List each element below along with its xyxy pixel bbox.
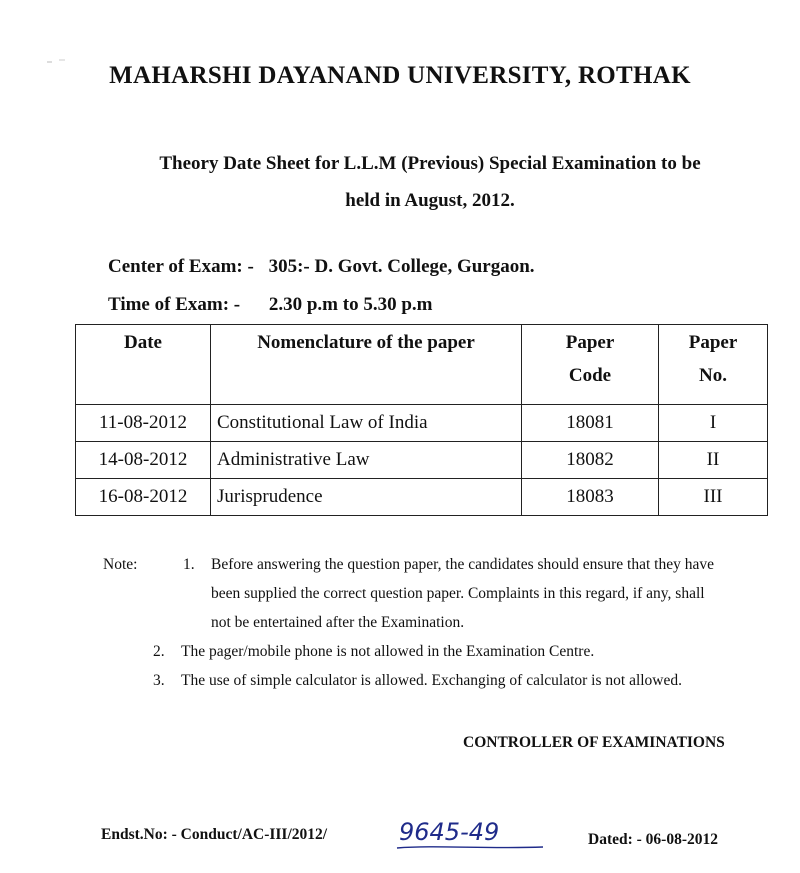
row-date: 11-08-2012 xyxy=(76,405,211,442)
note-item xyxy=(103,550,763,637)
endorsement-number: Endst.No: - Conduct/AC-III/2012/ xyxy=(101,826,328,843)
row-date: 16-08-2012 xyxy=(76,479,211,516)
row-paper-name: Jurisprudence xyxy=(211,479,522,516)
exam-center-value: 305:- D. Govt. College, Gurgaon. xyxy=(268,256,535,277)
note-text xyxy=(211,550,763,637)
row-paper-name: Constitutional Law of India xyxy=(211,405,522,442)
row-paper-code: 18083 xyxy=(522,479,659,516)
exam-center xyxy=(108,256,535,278)
university-title: MAHARSHI DAYANAND UNIVERSITY, ROTHAK xyxy=(109,62,691,89)
date-sheet-subtitle xyxy=(110,145,750,219)
exam-time-label: Time of Exam: - xyxy=(108,294,241,315)
row-paper-no: III xyxy=(659,479,768,516)
note-text: The pager/mobile phone is not allowed in the Examination Centre. xyxy=(181,643,595,660)
table-row xyxy=(76,479,768,516)
header-nomenclature: Nomenclature of the paper xyxy=(211,325,522,405)
handwritten-number-signature xyxy=(395,814,547,854)
table-header-row xyxy=(76,325,768,405)
note-text: The use of simple calculator is allowed. Exchanging of calculator is not allowed. xyxy=(181,672,683,689)
header-code-line-2: Code xyxy=(568,365,612,386)
header-paper-no xyxy=(659,325,768,405)
row-date: 14-08-2012 xyxy=(76,442,211,479)
header-no-line-2: No. xyxy=(699,365,727,386)
row-paper-no: II xyxy=(659,442,768,479)
handwritten-number-text: 9645-49 xyxy=(399,818,500,846)
row-paper-no: I xyxy=(659,405,768,442)
notes-section xyxy=(103,550,763,695)
header-no-line-1: Paper xyxy=(688,332,738,353)
note-item xyxy=(103,666,763,695)
date-sheet-table xyxy=(75,324,768,516)
note-line: Before answering the question paper, the candidates should ensure that they have xyxy=(211,556,714,573)
exam-time-value: 2.30 p.m to 5.30 p.m xyxy=(268,294,433,315)
subtitle-line-1: Theory Date Sheet for L.L.M (Previous) Special Examination to be xyxy=(159,153,701,174)
table-row xyxy=(76,405,768,442)
subtitle-line-2: held in August, 2012. xyxy=(345,190,515,211)
header-code-line-1: Paper xyxy=(565,332,615,353)
note-line: not be entertained after the Examination. xyxy=(211,614,465,631)
note-item xyxy=(103,637,763,666)
exam-time xyxy=(108,294,432,316)
note-label: Note: xyxy=(103,556,138,573)
note-number: 2. xyxy=(153,643,165,660)
header-paper-code xyxy=(522,325,659,405)
note-number: 1. xyxy=(183,556,195,573)
table-row xyxy=(76,442,768,479)
row-paper-name: Administrative Law xyxy=(211,442,522,479)
header-date: Date xyxy=(76,325,211,405)
note-number: 3. xyxy=(153,672,165,689)
dispatch-date: Dated: - 06-08-2012 xyxy=(588,831,719,848)
note-line: been supplied the correct question paper. Complaints in this regard, if any, shall xyxy=(211,585,705,602)
row-paper-code: 18081 xyxy=(522,405,659,442)
exam-center-label: Center of Exam: - xyxy=(108,256,254,277)
row-paper-code: 18082 xyxy=(522,442,659,479)
controller-signature-title: CONTROLLER OF EXAMINATIONS xyxy=(463,734,725,751)
